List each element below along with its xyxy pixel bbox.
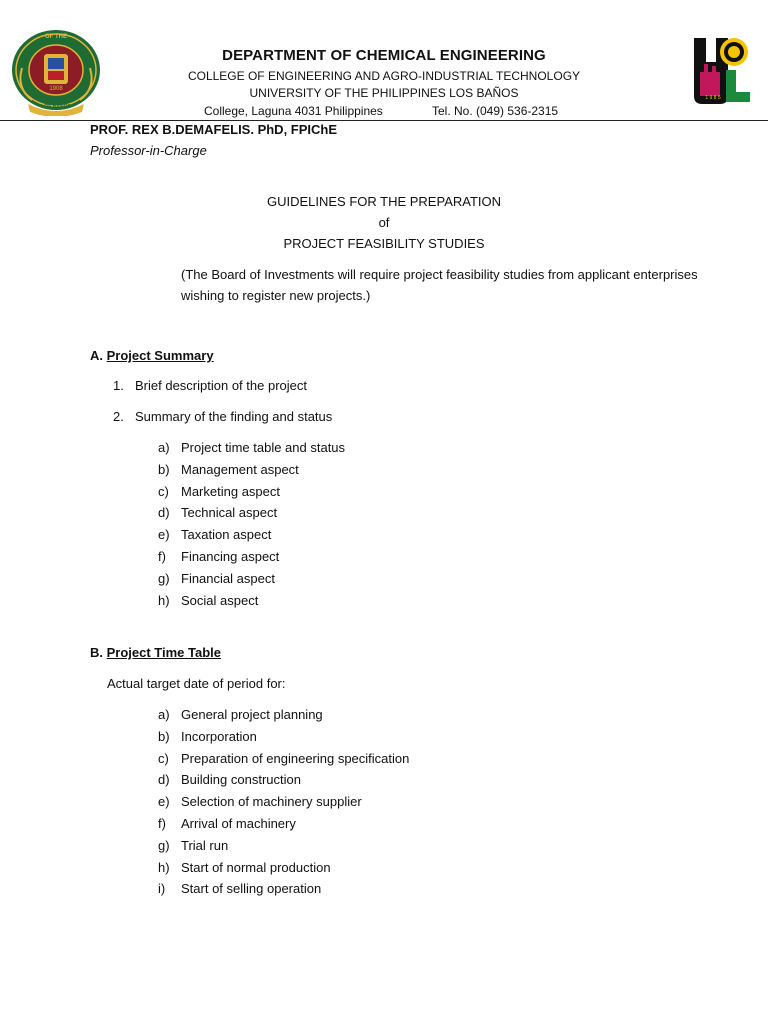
list-item-label: 2.: [113, 409, 124, 424]
author-name: PROF. REX B.DEMAFELIS. PhD, FPIChE: [90, 122, 338, 137]
sub-list-item-label: f): [158, 549, 166, 564]
guidelines-title-line1: GUIDELINES FOR THE PREPARATION: [266, 194, 502, 209]
section-b-heading: [90, 645, 221, 660]
section-a-heading: [90, 348, 214, 363]
sub-list-item-label: d): [158, 505, 170, 521]
sub-list-item-text: Technical aspect: [181, 505, 278, 521]
sub-list-item-text: Management aspect: [181, 461, 299, 477]
sub-list-item-text: Start of normal production: [181, 859, 331, 875]
sub-list-item-text: Selection of machinery supplier: [181, 794, 362, 810]
section-a-prefix: A.: [90, 348, 103, 363]
sub-list-item-label: e): [158, 794, 170, 810]
department-title: DEPARTMENT OF CHEMICAL ENGINEERING: [222, 47, 546, 64]
sub-list-item-text: Incorporation: [181, 728, 257, 744]
seal-year: 1908: [49, 86, 63, 92]
sub-list-item-text: Project time table and status: [181, 440, 346, 455]
sub-list-item-text: Marketing aspect: [181, 483, 280, 499]
sub-list-item-label: c): [158, 750, 169, 766]
sub-list-item-text: Arrival of machinery: [181, 816, 296, 831]
telephone: Tel. No. (049) 536-2315: [432, 104, 559, 118]
list-item-text: Summary of the finding and status: [135, 409, 333, 424]
sub-list-item-label: b): [158, 728, 170, 744]
guidelines-title-line3: PROJECT FEASIBILITY STUDIES: [283, 236, 485, 251]
university-name: UNIVERSITY OF THE PHILIPPINES LOS BAÑOS: [249, 86, 519, 100]
sub-list-item-text: Start of selling operation: [181, 881, 322, 897]
sub-list-item-text: Taxation aspect: [181, 527, 272, 543]
section-b-prefix: B.: [90, 645, 103, 660]
sub-list-item-label: a): [158, 440, 170, 455]
sub-list-item-label: h): [158, 592, 170, 608]
sub-list-item-text: Building construction: [181, 772, 301, 788]
sub-list-item-label: b): [158, 461, 170, 477]
sub-list-item-label: f): [158, 816, 166, 831]
section-b-title: Project Time Table: [106, 645, 222, 660]
address: College, Laguna 4031 Philippines: [204, 104, 383, 118]
section-b-intro: Actual target date of period for:: [107, 676, 286, 691]
section-a-title: Project Summary: [106, 348, 214, 363]
author-role: Professor-in-Charge: [90, 143, 207, 158]
sub-list-item-text: General project planning: [181, 707, 323, 722]
sub-list-item-label: g): [158, 570, 170, 586]
sub-list-item-text: Preparation of engineering specification: [181, 750, 410, 766]
list-item-label: 1.: [113, 378, 124, 393]
sub-list-item-label: c): [158, 483, 169, 499]
sub-list-item-label: d): [158, 772, 170, 788]
sub-list-item-label: g): [158, 837, 170, 853]
guidelines-title-line2: of: [378, 215, 390, 230]
college-name: COLLEGE OF ENGINEERING AND AGRO-INDUSTRIAL TECHNOLOGY: [187, 69, 581, 83]
list-item-text: Brief description of the project: [135, 378, 307, 393]
sub-list-item-text: Financial aspect: [181, 570, 275, 586]
seal-top-text: OF THE: [45, 34, 67, 40]
header-divider: [0, 120, 768, 121]
sub-list-item-label: h): [158, 859, 170, 875]
sub-list-item-label: e): [158, 527, 170, 543]
sub-list-item-text: Trial run: [181, 837, 229, 853]
logo-year: 1 9 8 5: [705, 95, 721, 101]
sub-list-item-text: Social aspect: [181, 592, 259, 608]
sub-list-item-text: Financing aspect: [181, 549, 280, 564]
sub-list-item-label: i): [158, 881, 166, 897]
seal-ribbon-text: LOS BAÑOS: [41, 104, 71, 110]
board-note: (The Board of Investments will require project feasibility studies from applicant enterprises wishing to register new projects.): [181, 267, 698, 303]
sub-list-item-label: a): [158, 707, 170, 722]
